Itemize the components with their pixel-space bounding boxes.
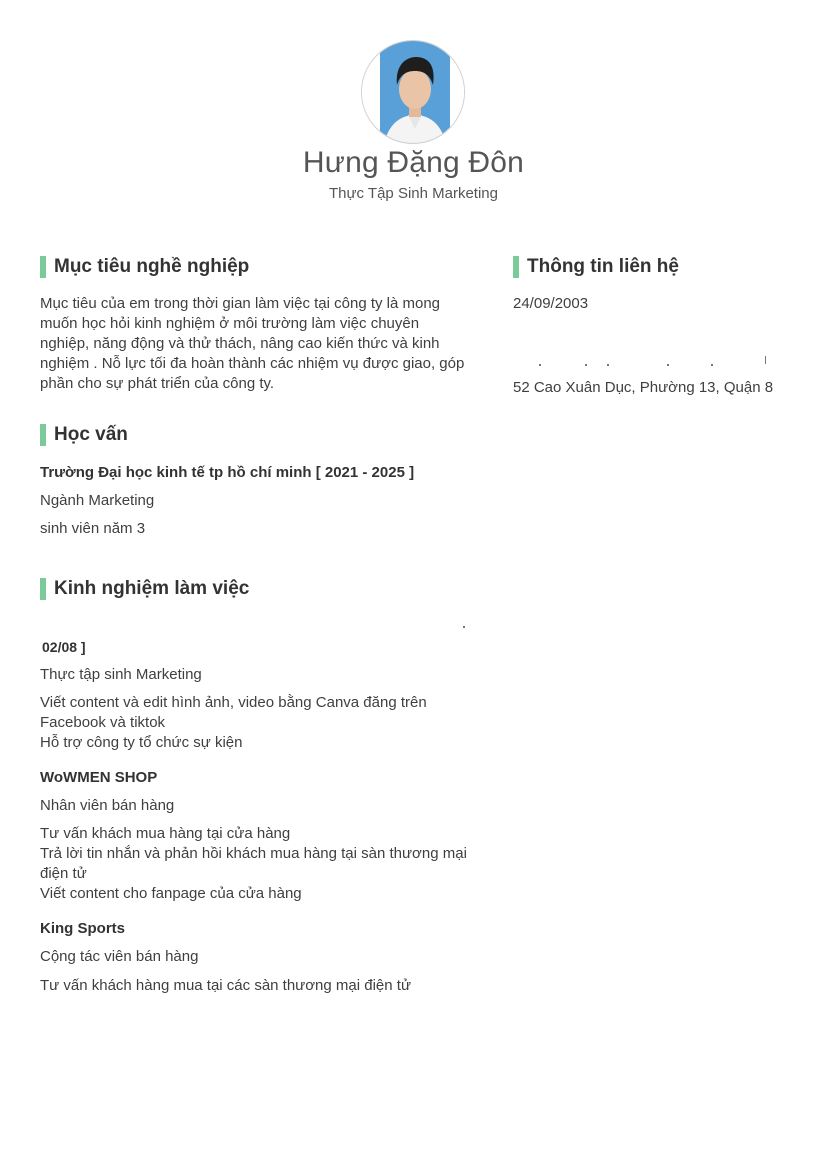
section-objective-title: Mục tiêu nghề nghiệp xyxy=(40,255,249,279)
profile-photo xyxy=(361,40,465,144)
job3-desc: Tư vấn khách hàng mua tại các sàn thương mại điện tử xyxy=(40,977,411,994)
job1-desc-line: Facebook và tiktok xyxy=(40,714,166,731)
job1-desc-line: Viết content và edit hình ảnh, video bằng Canva đăng trên xyxy=(40,694,427,711)
objective-line: nghiệm . Nỗ lực tối đa hoàn thành các nhiệm vụ được giao, góp xyxy=(40,355,465,372)
education-major: Ngành Marketing xyxy=(40,492,155,509)
job1-position: Thực tập sinh Marketing xyxy=(40,666,202,683)
job2-desc-line: Tư vấn khách mua hàng tại cửa hàng xyxy=(40,825,291,842)
job2-desc-line: Viết content cho fanpage của cửa hàng xyxy=(40,885,302,902)
contact-artifact-row xyxy=(513,356,773,366)
objective-line: phần cho sự phát triển của công ty. xyxy=(40,375,275,392)
contact-birthday: 24/09/2003 xyxy=(513,295,589,312)
objective-line: muốn học hỏi kinh nghiệm ở môi trường làm việc chuyên xyxy=(40,315,420,332)
contact-address: 52 Cao Xuân Dục, Phường 13, Quận 8 xyxy=(513,379,774,396)
section-experience-title: Kinh nghiệm làm việc xyxy=(40,577,249,601)
job2-position: Nhân viên bán hàng xyxy=(40,797,175,814)
objective-line: Mục tiêu của em trong thời gian làm việc tại công ty là mong xyxy=(40,295,441,312)
education-school: Trường Đại học kinh tế tp hồ chí minh [ 2021 - 2025 ] xyxy=(40,464,415,481)
section-education-title: Học vấn xyxy=(40,423,128,447)
job1-desc-line: Hỗ trợ công ty tổ chức sự kiện xyxy=(40,734,243,751)
job2-desc-line: Trả lời tin nhắn và phản hồi khách mua hàng tại sàn thương mại xyxy=(40,845,467,862)
job3-position: Cộng tác viên bán hàng xyxy=(40,948,199,965)
job2-desc-line: điện tử xyxy=(40,865,87,882)
job2-company: WoWMEN SHOP xyxy=(40,769,158,786)
artifact-dot xyxy=(463,626,465,628)
candidate-name: Hưng Đặng Đôn xyxy=(302,146,525,179)
job3-company: King Sports xyxy=(40,920,125,937)
job1-date: 02/08 ] xyxy=(42,639,86,655)
section-contact-title: Thông tin liên hệ xyxy=(513,255,679,279)
candidate-role: Thực Tập Sinh Marketing xyxy=(328,185,498,202)
education-year: sinh viên năm 3 xyxy=(40,520,146,537)
objective-line: nghiệp, năng động và thử thách, nâng cao kiến thức và kinh xyxy=(40,335,440,352)
